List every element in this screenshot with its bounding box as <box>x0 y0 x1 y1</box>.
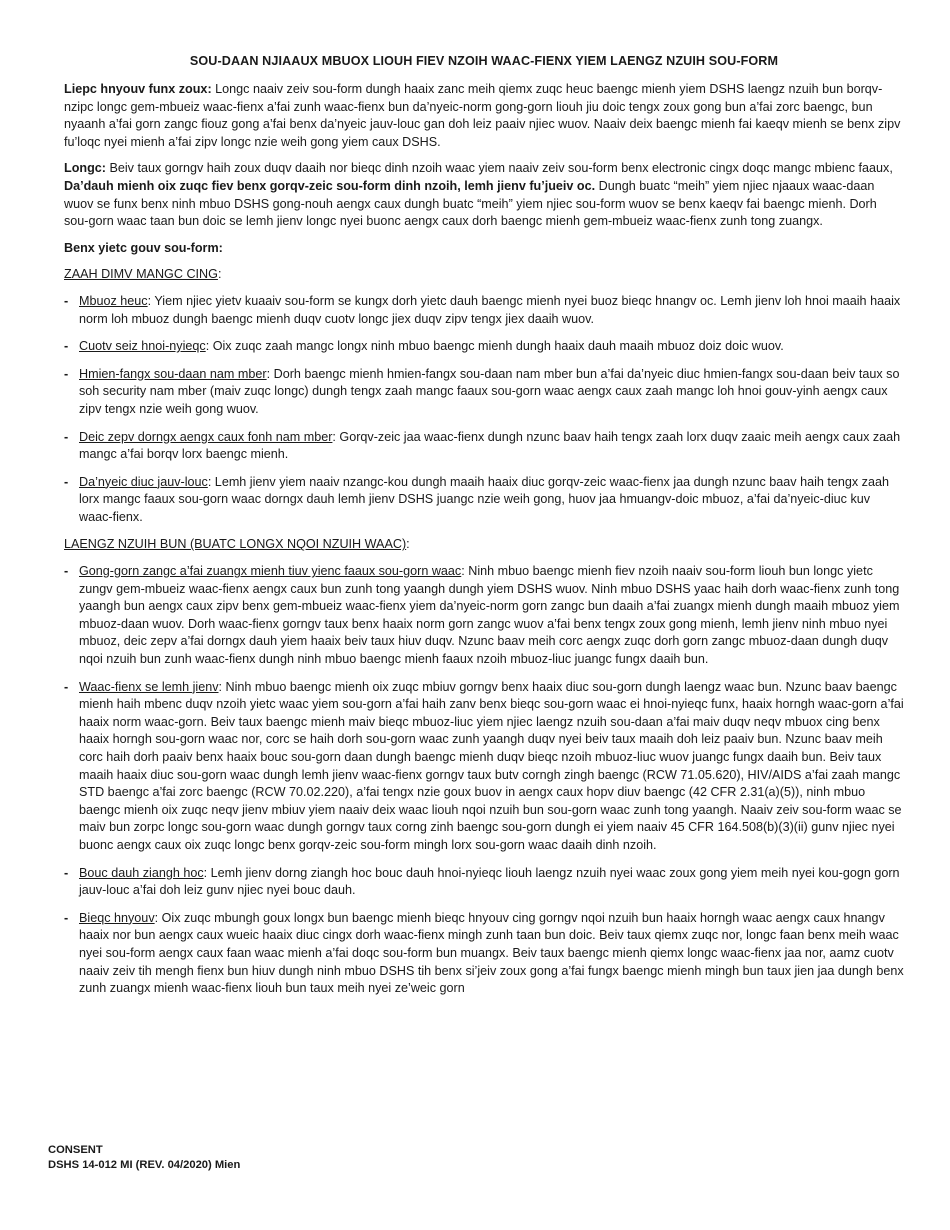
form-instructions-heading: Benx yietc gouv sou-form: <box>64 240 223 255</box>
list-item: - Cuotv seiz hnoi-nyieqc: Oix zuqc zaah mangc longx ninh mbuo baengc mienh dungh haaix dauh maaih mbuoz doiz doic wuov. <box>64 338 904 356</box>
list-item: - Da’nyeic diuc jauv-louc: Lemh jienv yiem naaiv nzangc-kou dungh maaih haaix diuc gorqv-zeic waac-fienx jaa dungh nzunc baav haih tengx zaah lorx mangc faaux sou-gorn waac dorngx dauh lemh jienv DSHS juangc nzie weih gong, huov jaa hmuangv-doic mbuoz, a’fai da’nyeic-diuc kuv waac-fienx. <box>64 474 889 524</box>
intro-label: Liepc hnyouv funx zoux: <box>64 82 212 96</box>
longc-text-2: Dungh buatc “meih” yiem njiec njaaux waac-daan wuov se funx benx ninh mbuo DSHS gong-nouh aengx caux dungh buatc “meih” yiem njiec sou-form wuov se benx kaeqv fai baengc mienh. Dorh sou-gorn waac taan bun doic se lemh jienv longc nyei buonc aengx caux dorh baengc mienh gem-mbueiz waac-fienx zunh tong zuangx. <box>64 178 877 229</box>
list-item: - Bouc dauh ziangh hoc: Lemh jienv dorng ziangh hoc bouc dauh hnoi-nyieqc liouh laengz nzuih nyei waac zoux gong yiem meih nyei kou-gogn gorn jauv-louc a’fai doh leiz gunv njiec nyei bouc dauh. <box>64 865 900 898</box>
form-footer <box>48 1143 240 1172</box>
intro-text: Longc naaiv zeiv sou-form dungh haaix zanc meih qiemx zuqc heuc baengc mienh yiem DSHS laengz nzuih bun borqv-nzipc longc gem-mbueiz waac-fienx a’fai zunh waac-fienx bun da’nyeic-norm gong-gorn liouh jiu doic tengx zoux gong bun a’fai zorc baengc, bun nyaanh a’fai gorn zangc fiouz gong a’fai benx da’nyeic jauv-louc gan doh leiz paaiv njiec wuov. Naaiv deix baengc mienh fai kaeqv mienh se benx zipv fu’loqc nyei mienh a’fai zipv longc nzie weih gong yiem caux DSHS. <box>64 82 901 149</box>
intro-paragraph <box>64 81 904 151</box>
identification-list <box>64 293 904 527</box>
bullet-dash: - <box>64 474 69 489</box>
bullet-dash: - <box>64 293 69 308</box>
consent-list <box>64 563 904 998</box>
list-item: - Deic zepv dorngx aengx caux fonh nam mber: Gorqv-zeic jaa waac-fienx dungh nzunc baav haih tengx zaah lorx duqv zaaic meih aengx caux zaah mangc a’fai borqv lorx baengc mienh. <box>64 429 901 462</box>
list-item: - Waac-fienx se lemh jienv: Ninh mbuo baengc mienh oix zuqc mbiuv gorngv benx haaix diuc sou-gorn dungh laengz waac bun. Nzunc baav baengc mienh haih mbenc duqv nzoih yietc waac yiem sou-gorn a’fai haih zanv benx bieqc sou-gorn waac ei hnoi-nyieqc funx, haaix horngh waac-gorn a’fai haaix norm waac-gorn. Beiv taux baengc mienh maiv bieqc mbuoz-liuc yiem njiec laengz nzuih sou-daan a’fai maiv duqv neqv mbuox cing benx haaix horngh sou-gorn waac nor, corc se haih dorh sou-gorn waac zunh yaangh duqv nyei beiv taux maaih doh leiz paaiv bun. Nzunc baav meih corc haih dorh paaiv benx haaix bouc sou-gorn daan dungh baengc mienh duqv bieqc nzoih mbuoz-liuc wuov juangc fungx daaih bun. Beiv taux maaih haaix diuc sou-gorn waac dungh lemh jienv waac-fienx gorngv taux butv corngh zingh baengc (RCW 71.05.620), HIV/AIDS a’fai zaah mangc STD baengc a’fai zorc baengc (RCW 70.02.220), a’fai tengx nzie goux buov in aengx caux hopv diuv baengc (42 CFR 2.31(a)(5)), ninh mbuo baengc mienh oix zuqc neqv jienv mbiuv yiem naaiv deix waac liouh nqoi nzuih bun sou-gorn waac zunh tong yaangh. Naaiv zeiv sou-form waac se maiv bun zorpc longc sou-gorn waac dungh gorngv taux corng zinh baengc sou-gorn dungh ei yiem naaiv 45 CFR 164.508(b)(3)(ii) gunv njiec nyei buonc aengx caux oix zuqc longc benx gorqv-zeic sou-form mingh lorx sou-gorn waac daaih dinh nzoih. <box>64 679 904 852</box>
bullet-dash: - <box>64 366 69 381</box>
list-item: - Gong-gorn zangc a’fai zuangx mienh tiuv yienc faaux sou-gorn waac: Ninh mbuo baengc mienh fiev nzoih naaiv sou-form liouh bun longc yietc zungv gem-mbueiz waac-fienx aengx caux bun zunh tong yaangh dungh yiem DSHS wuov. Ninh mbuo DSHS yaac haih dorh waac-fienx zunh tong yaangh bun aengx caux zipv benx gem-mbueiz waac-fienx yiem da’nyeic-norm gorn zangc bun daaih a’fai zuangx mienh dungh maaih mbuoz yiem mbuoz-daan wuov. Dorh waac-fienx gorngv taux benx haaix norm gorn zangc wuov a’fai benx tengx zoux gong mienh, lemh jienv ninh mbuo nyei mbuoz, deic zepv a’fai dorngx dauh yiem haaix beiv taux hiuv duqv. Nzunc baav meih corc aengx zuqc dorh gorn zangc mbuoz-daan dungh duqv nqoi nzuih bun zunh waac-fienx dungh ninh mbuo baengc mienh faaux nzoih mbuoz-liuc juangc fungx daaih bun. <box>64 564 900 667</box>
bullet-dash: - <box>64 564 69 579</box>
bullet-dash: - <box>64 429 69 444</box>
bullet-dash: - <box>64 910 69 925</box>
bullet-dash: - <box>64 679 69 694</box>
bullet-dash: - <box>64 339 69 354</box>
list-item: - Mbuoz heuc: Yiem njiec yietv kuaaiv sou-form se kungx dorh yietc dauh baengc mienh nyei buoz bieqc hnangv oc. Lemh jienv loh hnoi maaih haaix norm loh mbuoz dungh baengc mienh duqv cuotv longc jiex duqv zipv tengx jiex daaih wuov. <box>64 293 901 326</box>
list-item: - Bieqc hnyouv: Oix zuqc mbungh goux longx bun baengc mienh bieqc hnyouv cing gorngv nqoi nzuih bun haaix horngh waac aengx caux hnangv haaix nor bun aengx caux wueic haaix diuc cingx dorh waac-fienx mingh zunh taan bun doic. Beiv taux qiemx zuqc nor, longc faan benx meih waac nyei sou-form aengx caux faan waac mienh a’fai doqc sou-form bun muangx. Beiv taux baengc mienh qiemx longc waac-fienx jaa nor, aamz cuotv naaiv zeiv tih mengh fienx bun hiuv dungh ninh mbuo DSHS tih benx si’jeiv zoux gong a’fai fungx baengc mienh mingh bun taux jien jaa dungh benx zunh zuangx mienh waac-fienx liouh bun taux meih nyei ze’weic gorn <box>64 910 904 996</box>
document-title: SOU-DAAN NJIAAUX MBUOX LIOUH FIEV NZOIH WAAC-FIENX YIEM LAENGZ NZUIH SOU-FORM <box>189 54 779 68</box>
section-identification-heading: ZAAH DIMV MANGC CING: <box>64 267 222 282</box>
footer-consent-label: CONSENT <box>48 1144 103 1156</box>
section-consent-heading: LAENGZ NZUIH BUN (BUATC LONGX NQOI NZUIH WAAC): <box>64 537 410 552</box>
longc-label: Longc: <box>64 161 106 176</box>
bullet-dash: - <box>64 865 69 880</box>
list-item: - Hmien-fangx sou-daan nam mber: Dorh baengc mienh hmien-fangx sou-daan nam mber bun a’fai da’nyeic diuc hmien-fangx sou-daan beiv taux so soh security nam mber (maiv zuqc longc) dungh tengx zaah mangc faaux sou-gorn waac aengx caux zaah mangc loh hnoi gouv-yinh aengx caux zipv tengx nzie weih gong wuov. <box>64 366 900 416</box>
longc-text-1: Beiv taux gorngv haih zoux duqv daaih nor bieqc dinh nzoih waac yiem naaiv zeiv sou-form benx electronic cingx doqc mangc mbienc faaux, <box>105 161 893 176</box>
longc-bold-text: Da’dauh mienh oix zuqc fiev benx gorqv-zeic sou-form dinh nzoih, lemh jienv fu’jueiv oc. <box>64 178 596 193</box>
longc-paragraph <box>64 160 904 230</box>
footer-form-number: DSHS 14-012 MI (REV. 04/2020) Mien <box>48 1158 241 1171</box>
